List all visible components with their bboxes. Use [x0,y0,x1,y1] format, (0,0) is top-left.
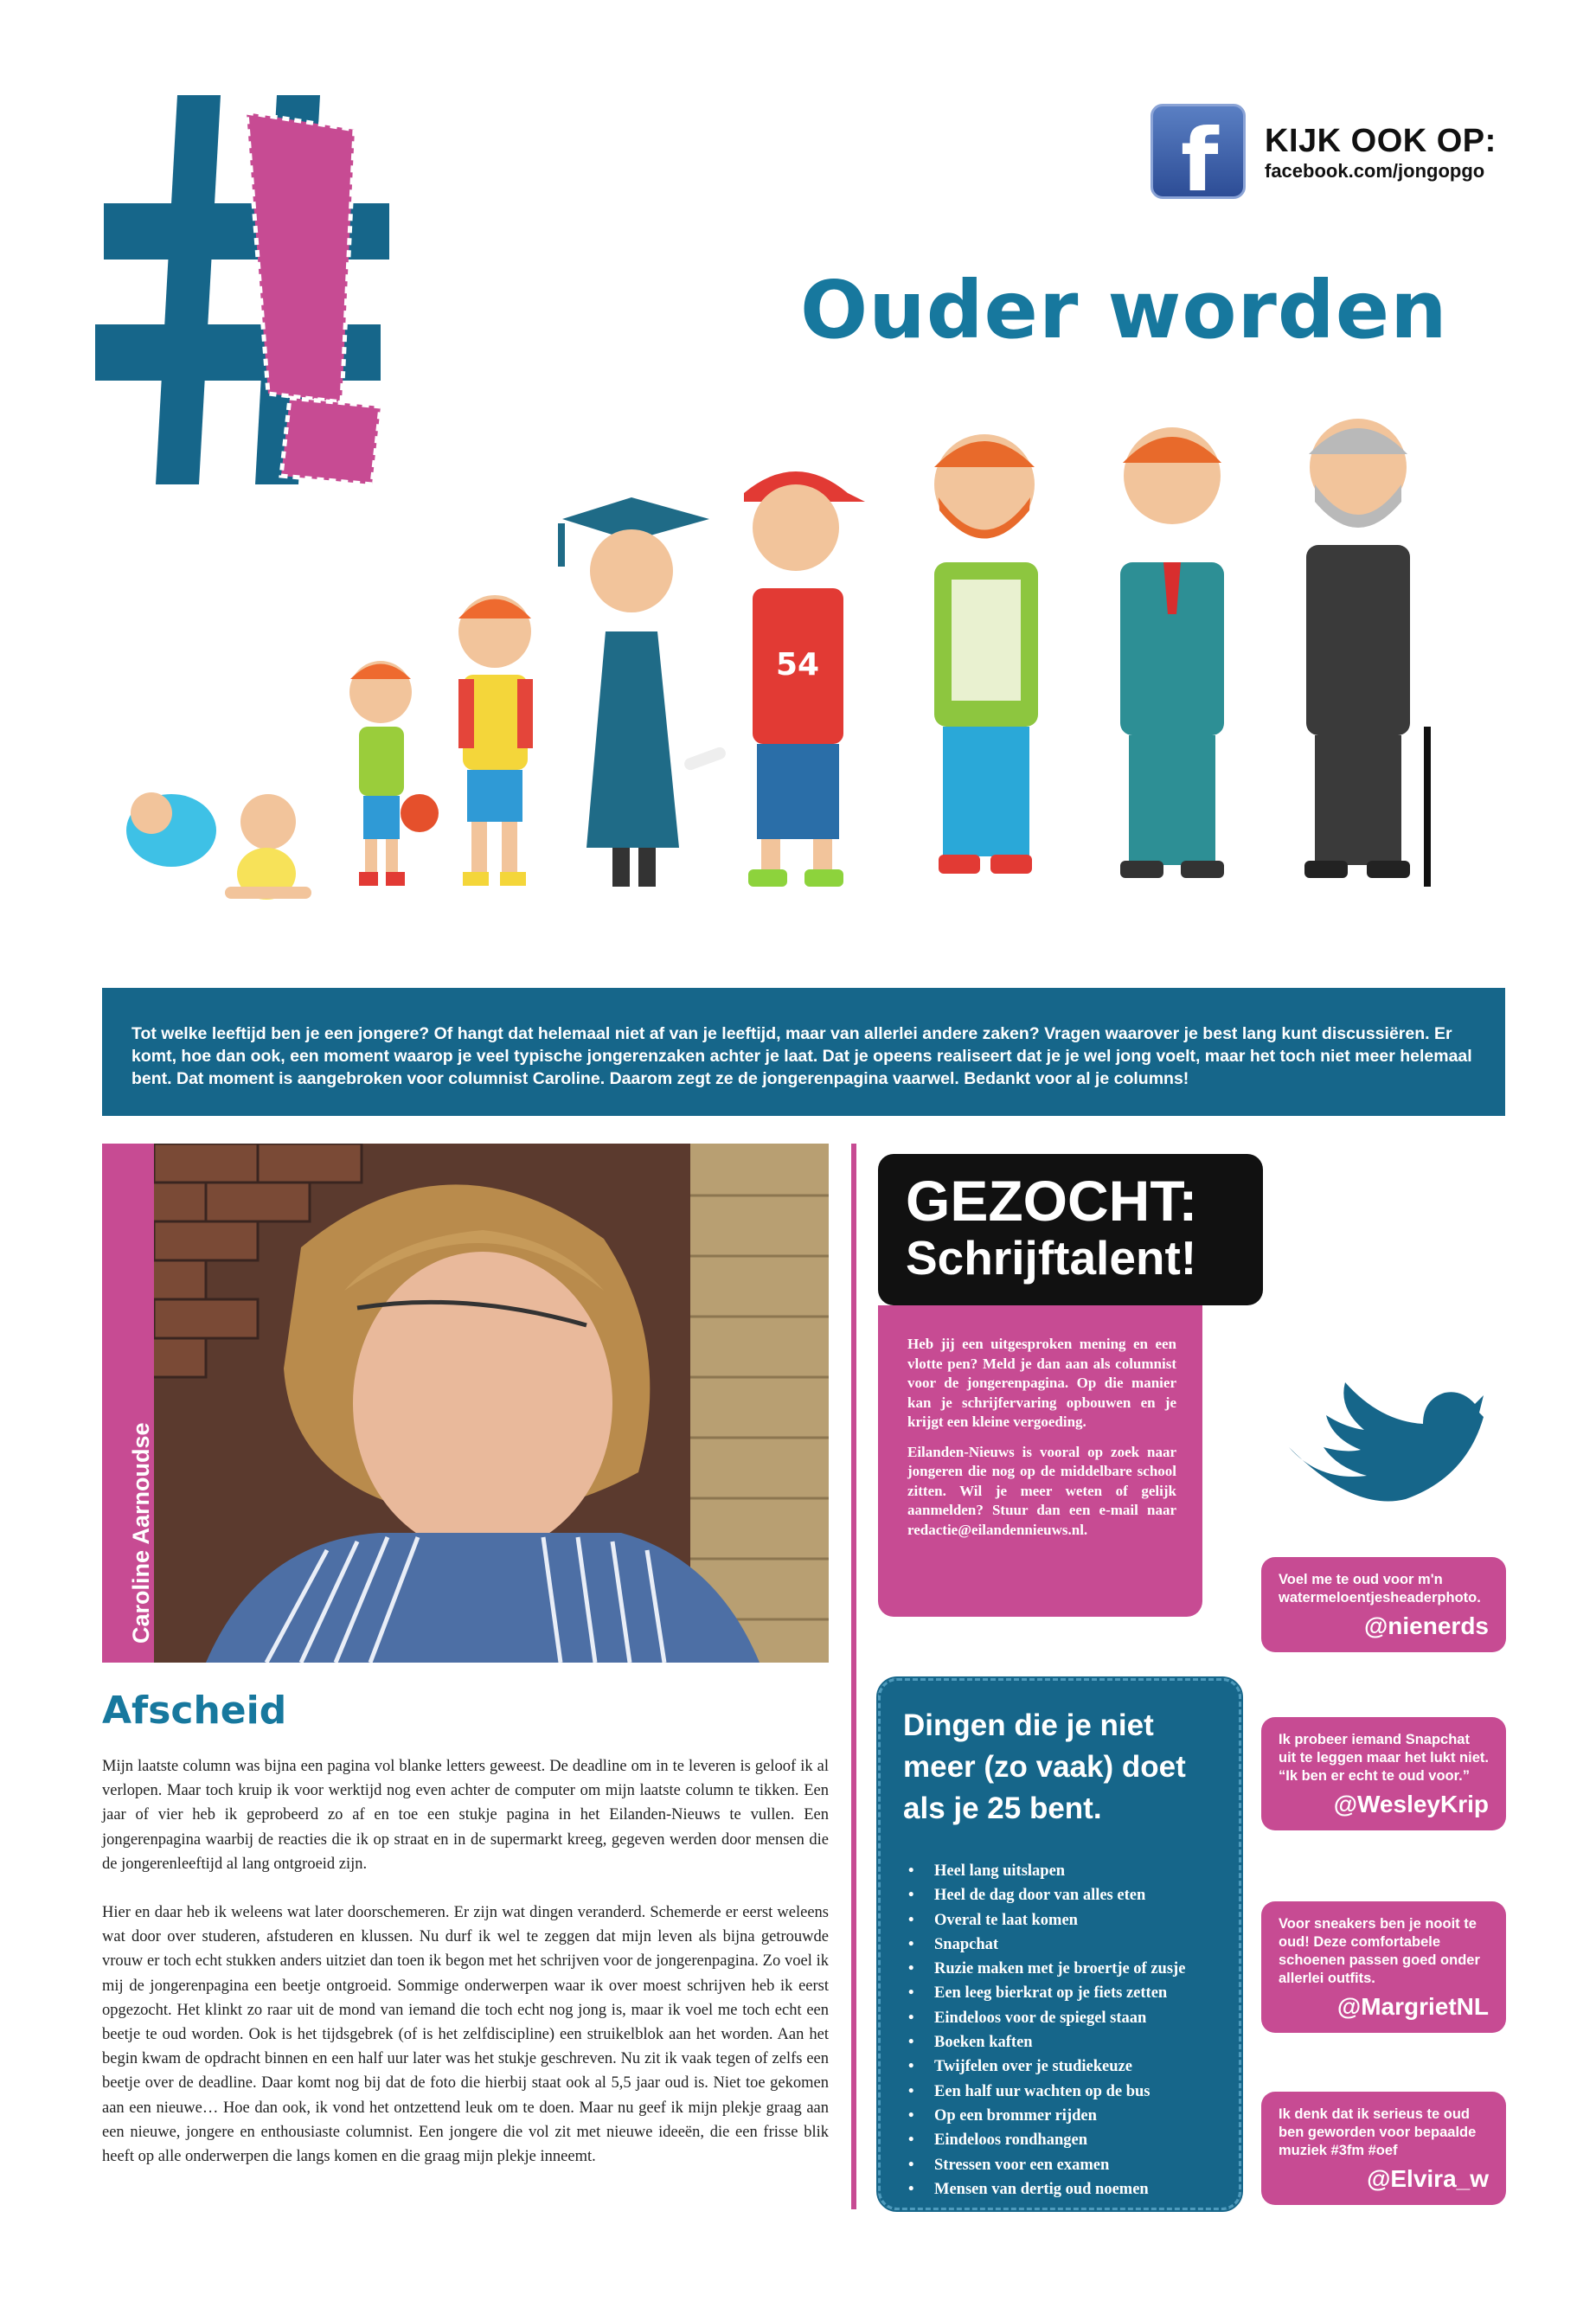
list-item: • Eindeloos voor de spiegel staan [903,2006,1221,2030]
ageing-figures-illustration [112,415,1497,917]
tweet-handle[interactable]: @Elvira_w [1367,2165,1489,2192]
list-item: • Ruzie maken met je broertje of zusje [903,1957,1221,1981]
jersey-number: 54 [775,647,820,683]
figure-man-suit [1120,427,1224,878]
dingen-title: Dingen die je niet meer (zo vaak) doet als je 25 bent. [903,1708,1186,1825]
photo-caption: Caroline Aarnoudse [128,1422,154,1644]
dingen-list [903,1859,1221,2202]
gezocht-title: GEZOCHT: [906,1169,1198,1233]
column-divider [851,1144,856,2209]
facebook-heading: KIJK OOK OP: [1265,123,1497,159]
list-item: • Op een brommer rijden [903,2104,1221,2128]
article-paragraph: Mijn laatste column was bijna een pagina vol blanke letters geweest. De deadline om in te leveren is geloof ik al verlopen. Maar toch kruip ik voor werktijd nog even achter de computer om mijn laatste column te tikken. Een jaar of vier heb ik geprobeerd zo af en toe een stukje pagina in het Eilanden-Nieuws te vullen. Een jongerenpagina waarbij de reacties die ik op straat en in de supermarkt kreeg, gegeven werden door mensen die de jongerenleeftijd al lang ontgroeid zijn. [102,1758,829,1873]
page-title: Ouder worden [800,264,1448,356]
list-item: • Een leeg bierkrat op je fiets zetten [903,1981,1221,2005]
figure-sitting-baby [225,794,311,900]
article-heading: Afscheid [102,1689,287,1733]
list-item: • Snapchat [903,1932,1221,1957]
list-item: • Eindeloos rondhangen [903,2128,1221,2152]
list-item: • Stressen voor een examen [903,2153,1221,2177]
gezocht-paragraph: Eilanden-Nieuws is vooral op zoek naar jongeren die nog op de middelbare school zitten. Wil je meer weten of gelijk aanmelden? Stuur dan een e-mail naar redactie@eilandennieuws.nl. [907,1443,1176,1538]
tweet-handle[interactable]: @MargrietNL [1336,1993,1489,2020]
tweet-card [1261,1901,1506,2033]
facebook-url[interactable]: facebook.com/jongopgo [1265,160,1485,182]
list-item: • Een half uur wachten op de bus [903,2080,1221,2104]
list-item: • Heel de dag door van alles eten [903,1883,1221,1907]
intro-text: Tot welke leeftijd ben je een jongere? Of hangt dat helemaal niet af van je leeftijd, maar van allerlei andere zaken? Vragen waarover je best lang kunt discussiëren. Er komt, hoe dan ook, een moment waarop je veel typische jongerenzaken achter je laat. Dat je opeens realiseert dat je je wel jong voelt, maar het toch niet meer helemaal bent. Dat moment is aangebroken voor columnist Caroline. Daarom zegt ze de jongerenpagina vaarwel. Bedankt voor al je columns! [131,1024,1472,1088]
tweet-text: Voel me te oud voor m'n watermeloentjesheaderphoto. [1279,1572,1481,1606]
tweet-text: Ik denk dat ik serieus te oud ben geworden voor bepaalde muziek #3fm #oef [1279,2106,1477,2158]
columnist-photo [154,1144,829,1663]
figure-bearded-man [934,434,1038,874]
gezocht-heading-box [878,1154,1263,1305]
intro-band [102,988,1505,1116]
tweet-text: Voor sneakers ben je nooit te oud! Deze comfortabele schoenen passen goed onder allerlei outfits. [1279,1916,1480,1986]
figure-old-man [1304,419,1431,887]
dingen-box [878,1678,1241,2210]
figure-swaddled-baby [126,792,216,867]
figure-graduate [558,497,727,887]
figure-schoolkid [458,595,533,886]
article-paragraph: Hier en daar heb ik weleens wat later doorschemeren. Er zijn wat dingen veranderd. Schemerde er eerst weleens wat door over studeren, afstuderen en klussen. Nu durf ik wel te zeggen dat mijn leven als bijna getrouwde vrouw er toch echt stukken anders uitziet dan toen ik begon met het schrijven voor de jongerenpagina. Zo voel ik mij de jongerenpagina een beetje ontgroeid. Sommige onderwerpen waar ik over moest schrijven heb ik eerst opgezocht. Het klinkt zo raar uit de mond van iemand die toch echt nog jong is, maar ik voel me toch echt een beetje te oud worden. Ook is het tijdsgebrek (of is het zelfdiscipline) een struikelblok aan het worden. Aan het begin kwam de opdracht binnen en een half uur later was het stukje geschreven. Nu zit ik vaak tegen of zelfs een beetje over de deadline. Daar komt nog bij dat de foto die hierbij staat ook al 5,5 jaar oud is. Niet toe gekomen aan een nieuwe… Hoe dan ook, ik vond het ontzettend leuk om te doen. Maar nu geef ik mijn plekje graag aan een nieuwe, jongere en enthousiaste columnist. Een jongere die vol zit met nieuwe ideeën, die een frisse blik heeft op alle onderwerpen die langs komen en die graag mijn plekje inneemt. [102,1904,829,2166]
tweet-card [1261,1557,1506,1652]
list-item: • Overal te laat komen [903,1908,1221,1932]
tweet-handle[interactable]: @WesleyKrip [1333,1791,1489,1817]
list-item: • Twijfelen over je studiekeuze [903,2054,1221,2079]
list-item: • Mensen van dertig oud noemen [903,2177,1221,2202]
figure-teen-basketball [744,471,865,887]
tweet-text: Ik probeer iemand Snapchat uit te leggen maar het lukt niet. “Ik ben er echt te oud voor.” [1279,1732,1489,1784]
gezocht-body-box [878,1305,1202,1617]
tweet-handle[interactable]: @nienerds [1363,1612,1489,1639]
article-body [102,1754,829,2193]
gezocht-subtitle: Schrijftalent! [906,1231,1197,1285]
gezocht-paragraph: Heb jij een uitgesproken mening en een vlotte pen? Meld je dan aan als columnist voor de jongerenpagina. Op die manier kan je schrijfervaring opbouwen en je krijgt een kleine vergoeding. [907,1336,1176,1430]
tweet-card [1261,2092,1506,2205]
twitter-bird-icon [1285,1382,1484,1512]
tweet-card [1261,1717,1506,1830]
facebook-icon[interactable]: f [1151,104,1246,199]
list-item: • Boeken kaften [903,2030,1221,2054]
figure-toddler [349,661,439,886]
list-item: • Heel lang uitslapen [903,1859,1221,1883]
